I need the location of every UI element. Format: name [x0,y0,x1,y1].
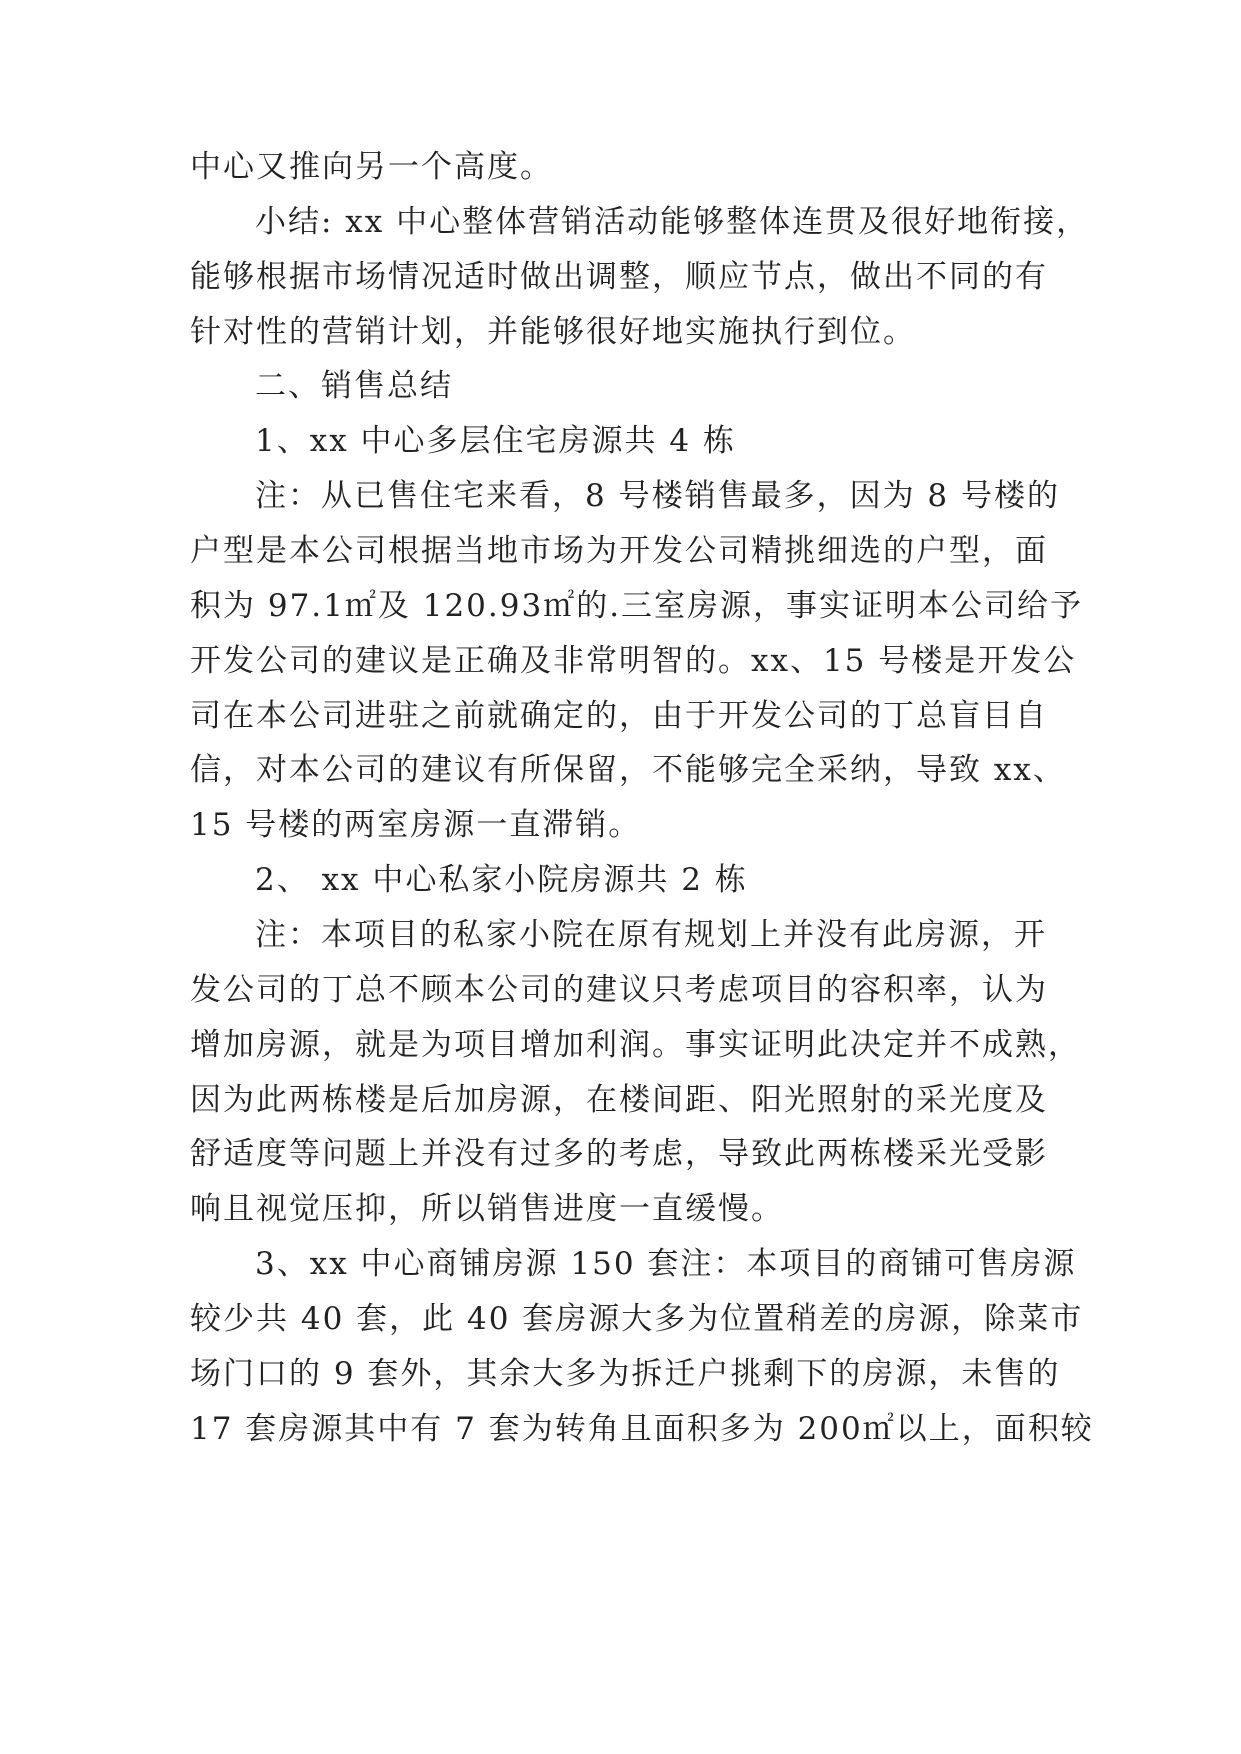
text-line: 17 套房源其中有 7 套为转角且面积多为 200㎡以上，面积较 [190,1411,1094,1447]
text-line: 司在本公司进驻之前就确定的，由于开发公司的丁总盲目自 [190,698,1048,734]
text-line: 能够根据市场情况适时做出调整，顺应节点，做出不同的有 [190,259,1048,295]
text-line: 发公司的丁总不顾本公司的建议只考虑项目的容积率，认为 [190,972,1048,1008]
text-line: 舒适度等问题上并没有过多的考虑，导致此两栋楼采光受影 [190,1136,1048,1172]
text-line: 针对性的营销计划，并能够很好地实施执行到位。 [190,314,916,350]
subsection-heading: 1、xx 中心多层住宅房源共 4 栋 [255,423,736,459]
text-line: 注：本项目的私家小院在原有规划上并没有此房源，开 [255,917,1047,953]
subsection-heading: 2、 xx 中心私家小院房源共 2 栋 [255,862,748,898]
text-line: 户型是本公司根据当地市场为开发公司精挑细选的户型，面 [190,533,1048,569]
section-heading: 二、销售总结 [255,368,453,404]
text-line: 积为 97.1㎡及 120.93㎡的.三室房源，事实证明本公司给予 [190,588,1084,624]
text-line: 信，对本公司的建议有所保留，不能够完全采纳，导致 xx、 [190,752,1066,788]
text-line: 场门口的 9 套外，其余大多为拆迁户挑剩下的房源，未售的 [190,1356,1061,1392]
text-line: 开发公司的建议是正确及非常明智的。xx、15 号楼是开发公 [190,643,1077,679]
text-line: 15 号楼的两室房源一直滞销。 [190,807,642,843]
text-line: 增加房源，就是为项目增加利润。事实证明此决定并不成熟， [190,1027,1081,1063]
text-line: 较少共 40 套，此 40 套房源大多为位置稍差的房源，除菜市 [190,1301,1084,1337]
text-line: 中心又推向另一个高度。 [190,149,553,185]
text-line: 响且视觉压抑，所以销售进度一直缓慢。 [190,1191,784,1227]
text-line: 小结: xx 中心整体营销活动能够整体连贯及很好地衔接， [255,204,1090,240]
text-line: 因为此两栋楼是后加房源，在楼间距、阳光照射的采光度及 [190,1082,1048,1118]
text-line: 注：从已售住宅来看，8 号楼销售最多，因为 8 号楼的 [255,478,1061,514]
subsection-heading: 3、xx 中心商铺房源 150 套注：本项目的商铺可售房源 [255,1246,1077,1282]
